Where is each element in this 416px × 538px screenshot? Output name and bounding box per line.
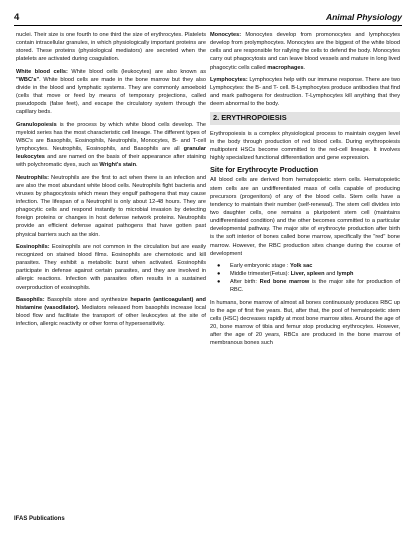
footer-publisher: IFAS Publications: [14, 516, 65, 522]
erythropoiesis-paragraph: Erythropoiesis is a complex physiological process to maintain oxygen level in the body through production of red blood cells. During erythropoiesis multipotent HSCs become committed to the red-cell lineage. It involves highly specialized functional differentiation and gene expression.: [210, 130, 400, 162]
left-column: [16, 31, 206, 332]
section-heading-erythropoiesis: 2. ERYTHROPOIESIS: [210, 112, 400, 124]
wbc-paragraph: White blood cells: White blood cells (leukocytes) are also known as "WBC's". White blood cells are made in the bone marrow but they also divide in the blood and lymphatic systems. They are commonly amoeboid (cells that move or feed by means of temporary projections, called pseudopods (false feet), and escape the circulatory system through the capillary beds.: [16, 68, 207, 116]
bullet-icon: ●: [217, 262, 221, 269]
eosinophils-paragraph: Eosinophils: Eosinophils are not common in the circulation but are easily recognized on stained blood films. Eosinophils are chemotoxic and kill parasites. They exhibit a metabolic burst when activated. Eosinophils participate in defense against certain parasites, and they are involved in allergic reactions. Infection with parasites often results in a sustained overproduction of eosinophils.: [16, 243, 206, 291]
production-sites-list: [210, 262, 400, 295]
basophils-paragraph: Basophils: Basophils store and synthesize heparin (anticoagulant) and histamine (vasodilator). Mediators released from basophils increase local blood flow and facilitate the transport of other leukocytes at the site of infection, allergic reactivity or other forms of hypersensitivity.: [16, 296, 206, 328]
monocytes-paragraph: Monocytes: Monocytes develop from promonocytes and lymphocytes develop from prolymphocytes. Monocytes are the biggest of the white blood cells and are responsible for rallying the cells to defend the body. Monocytes carry out phagocytosis and can leave blood vessels and mature in long lived phagocytic cells called macrophages.: [210, 32, 400, 71]
bullet-icon: ●: [217, 279, 221, 286]
page-header: [14, 12, 402, 24]
stem-cells-paragraph: All blood cells are derived from hematopoietic stem cells. Hematopoietic stem cells are an undifferentiated mass of cells capable of producing precursors (progenitors) of any of the blood cells. Stem cells have a tendency to maintain their number (self-renewal). The stem cell divides into two daughter cells, one remains a pluripotent stem cell (maintains undifferentiated condition) and the other becomes committed to a particular developmental pathway. The major site of erythrocyte production after birth is the soft interior of bones called bone marrow, specifically the "red" bone marrow. However, the RBC production sites change during the course of development: [210, 177, 400, 257]
platelets-paragraph: nuclei. Their size is one fourth to one third the size of erythrocytes. Platelets contain intracellular granules, in which physiologically important proteins are stored. These proteins (physiological mediators) are secreted when the platelets are activated during coagulation.: [16, 32, 206, 63]
bullet-icon: ●: [217, 271, 221, 278]
page-number: 4: [14, 12, 20, 23]
list-item: ● Middle trimester(Fetus): Liver, spleen and lymph: [217, 271, 354, 278]
list-item: ● Early embryonic stage : Yolk sac: [217, 262, 313, 269]
header-rule: [14, 25, 402, 26]
running-title: Animal Physiology: [325, 12, 402, 22]
granulopoiesis-paragraph: Granulopoiesis is the process by which white blood cells develop. The myeloid series has the most characteristic cell lineage. The different types of WBC's are Basophils, Eosinophils, Neutrophils, Monocytes, B- and T-cell lymphocytes. Neutrophils, Eosinophils, and Basophils are all granular leukocytes and are named on the basis of their appearance after staining with polychromatic dyes, such as Wright's stain.: [16, 121, 206, 169]
list-item: ● After birth: Red bone marrow is the major site for production of RBC.: [217, 279, 401, 294]
neutrophils-paragraph: Neutrophils: Neutrophils are the first to act when there is an infection and are also the most abundant white blood cells. Neutrophils fight bacteria and viruses by phagocytosis which mean they engulf pathogens that may cause infection. The lifespan of a Neutrophil is only about 12-48 hours. They are phagocytic cells and respond instantly to microbial invasion by detecting foreign proteins or changes in host defense network proteins. Neutrophils provide an efficient defense against pathogens that have gotten past physical barriers such as the skin.: [16, 174, 206, 238]
right-column: [210, 31, 400, 351]
subheading-site-production: Site for Erythrocyte Production: [210, 165, 319, 175]
lymphocytes-paragraph: Lymphocytes: Lymphocytes help with our immune response. There are two Lymphocytes: the B- and T- cell. B-Lymphocytes produce antibodies that find and mark pathogens for destruction. T-Lymphocytes kill anything that they deem abnormal to the body.: [210, 76, 400, 108]
bone-marrow-paragraph: In humans, bone marrow of almost all bones continuously produces RBC up to the age of first five years. But, after that, the pool of hematopoietic stem cells (HSC) decreases rapidly at most bone marrow sites. Around the age of 20, bone marrow of tibia and femur stop producing erythrocytes. However, after the age of 20 years, RBCs are produced in the bone marrow of membranous bones such: [210, 299, 400, 347]
